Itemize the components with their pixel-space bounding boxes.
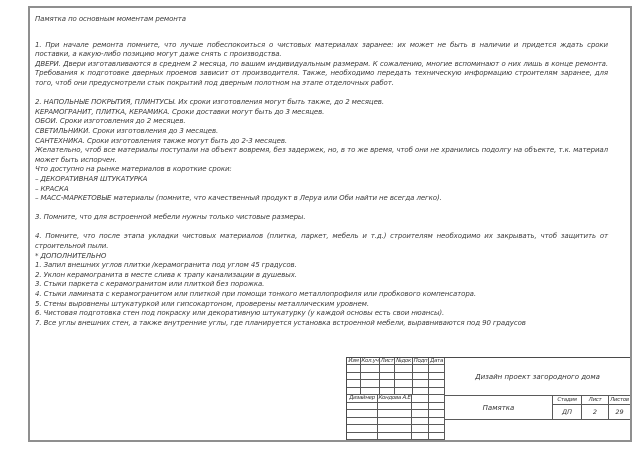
document-text-area [35, 15, 608, 338]
title-block-row [347, 395, 445, 402]
title-block [346, 357, 630, 440]
empty-cell [347, 433, 378, 440]
text-line: 3. Стыки паркета с керамогранитом или плиткой без порожка. [35, 280, 265, 289]
title-block-row [347, 388, 445, 395]
empty-cell [378, 410, 412, 417]
text-line: – КРАСКА [35, 184, 69, 193]
text-line: КЕРАМОГРАНИТ, ПЛИТКА, КЕРАМИКА. Сроки доставки могут быть до 3 месяцев. [35, 107, 325, 116]
empty-cell [413, 388, 429, 395]
text-line: ОБОИ. Сроки изготовления до 2 месяцев. [35, 117, 186, 126]
signature-role: Дизайнер [347, 395, 378, 402]
stage-block [553, 396, 630, 420]
document-name: Памятка [445, 396, 553, 420]
title-block-row [347, 410, 445, 417]
sheet-value: 2 [582, 405, 609, 420]
text-line: 4. Помните, что после этапа укладки чистовых материалов (плитка, паркет, мебель и т.д.) строителям необходимо их закрывать, чтоб защитить от строительной пыли. [35, 232, 608, 251]
title-block-middle [445, 396, 630, 420]
revision-column-label: №док [395, 358, 411, 365]
empty-cell [347, 388, 361, 395]
page-title: Памятка по основным моментам ремонта [35, 15, 186, 23]
sheets-value: 29 [609, 405, 630, 420]
text-line: 4. Стыки ламината с керамогранитом или плиткой при помощи тонкого металлопрофиля или пробкового компенсатора. [35, 290, 477, 299]
text-line: – ДЕКОРАТИВНАЯ ШТУКАТУРКА [35, 174, 148, 183]
title-block-right [445, 358, 630, 440]
empty-cell [429, 425, 445, 432]
text-line: 5. Стены выровнены штукатуркой или гипсокартоном, проверены металлическим уровнем. [35, 299, 369, 308]
title-block-row [347, 380, 445, 387]
title-block-row [347, 358, 445, 365]
text-line: СВЕТИЛЬНИКИ. Сроки изготовления до 3 месяцев. [35, 126, 219, 135]
text-line: 2. НАПОЛЬНЫЕ ПОКРЫТИЯ, ПЛИНТУСЫ. Их сроки изготовления могут быть также, до 2 месяцев. [35, 98, 384, 107]
empty-cell [429, 388, 445, 395]
empty-cell [412, 410, 429, 417]
revision-column-label: Дата [429, 358, 444, 365]
text-line: Желательно, чтоб все материалы поступали на объект вовремя, без задержек, но, в то же время, чтоб они не хранились подолгу на объекте, т.к. материал может быть испорчен. [35, 146, 608, 164]
project-name: Дизайн проект загородного дома [445, 358, 630, 396]
drawing-frame [28, 6, 632, 442]
empty-cell [429, 380, 445, 387]
signature-name: Кондова А.Е [378, 395, 411, 402]
empty-cell [378, 425, 412, 432]
empty-cell [413, 380, 429, 387]
paragraph-block [35, 232, 608, 328]
empty-cell [395, 365, 413, 372]
empty-cell [347, 403, 378, 410]
paragraph-block [35, 213, 608, 223]
title-block-row [347, 365, 445, 372]
empty-cell [412, 395, 429, 402]
empty-cell [429, 403, 445, 410]
stage-value: ДП [553, 405, 582, 420]
revision-table [347, 358, 445, 440]
empty-cell [347, 373, 361, 380]
text-line: 7. Все углы внешних стен, а также внутренние углы, где планируется установка встроенной мебели, выравниваются под 90 градусов [35, 318, 526, 327]
empty-cell [429, 410, 445, 417]
title-block-row [347, 425, 445, 432]
text-line: Что доступно на рынке материалов в короткие сроки: [35, 165, 232, 174]
empty-cell [395, 373, 413, 380]
revision-column-label: Изм [347, 358, 361, 365]
empty-cell [361, 373, 380, 380]
empty-cell [378, 418, 412, 425]
text-line: ДВЕРИ. Двери изготавливаются в среднем 2 месяца, по вашим индивидуальным размерам. К сожалению, многие вспоминают о них лишь в конце ремонта. Требования к подготовке дверных проемов зависит от производителя. Также, необходимо передать техническую информацию строителям заранее, для того, чтоб они предусмотрели стык покрытий под дверным полотном на этапе отделочных работ. [35, 59, 608, 87]
empty-cell [413, 365, 429, 372]
empty-cell [347, 410, 378, 417]
empty-cell [378, 403, 412, 410]
sheets-label: Листов [610, 397, 629, 403]
revision-column-label: Лист [380, 358, 394, 365]
paragraph-block [35, 41, 608, 89]
empty-cell [429, 433, 445, 440]
document-body [35, 41, 608, 329]
title-block-row [347, 433, 445, 440]
empty-cell [347, 380, 361, 387]
empty-cell [395, 380, 413, 387]
empty-cell [347, 418, 378, 425]
empty-cell [429, 395, 445, 402]
organization-cell [445, 420, 630, 440]
empty-cell [429, 418, 445, 425]
text-line: * ДОПОЛНИТЕЛЬНО [35, 251, 107, 260]
text-line: 3. Помните, что для встроенной мебели нужны только чистовые размеры. [35, 213, 306, 222]
empty-cell [347, 365, 361, 372]
revision-column-label: Кол.уч [361, 358, 379, 365]
empty-cell [395, 388, 413, 395]
empty-cell [361, 380, 380, 387]
empty-cell [412, 425, 429, 432]
text-line: САНТЕХНИКА. Сроки изготовления также могут быть до 2-3 месяцев. [35, 136, 287, 145]
empty-cell [347, 425, 378, 432]
title-block-row [347, 403, 445, 410]
title-block-row [347, 373, 445, 380]
text-line: – МАСС-МАРКЕТОВЫЕ материалы (помните, что качественный продукт в Леруа или Оби найти не всегда легко). [35, 194, 442, 203]
text-line: 1. Запил внешних углов плитки /керамогранита под углом 45 градусов. [35, 261, 297, 270]
empty-cell [429, 373, 445, 380]
empty-cell [412, 433, 429, 440]
empty-cell [361, 365, 380, 372]
text-line: 2. Уклон керамогранита в месте слива к трапу канализации в душевых. [35, 270, 297, 279]
stage-header-row [553, 396, 630, 405]
empty-cell [412, 403, 429, 410]
empty-cell [380, 380, 395, 387]
empty-cell [429, 365, 445, 372]
empty-cell [378, 433, 412, 440]
title-block-row [347, 418, 445, 425]
empty-cell [380, 365, 395, 372]
empty-cell [412, 418, 429, 425]
stage-values-row [553, 405, 630, 420]
sheet-label: Лист [582, 396, 609, 405]
text-line: 6. Чистовая подготовка стен под покраску или декоративную штукатурку (у каждой основы есть свои нюансы). [35, 309, 445, 318]
paragraph-block [35, 98, 608, 204]
stage-label: Стадия [553, 396, 582, 405]
revision-column-label: Подп [413, 358, 428, 365]
text-line: 1. При начале ремонта помните, что лучше побеспокоиться о чистовых материалах заранее: их может не быть в наличии и придется ждать сроки поставки, а какую-либо позицию могут даже снять с производства. [35, 40, 608, 59]
empty-cell [413, 373, 429, 380]
empty-cell [380, 388, 395, 395]
empty-cell [380, 373, 395, 380]
empty-cell [361, 388, 380, 395]
